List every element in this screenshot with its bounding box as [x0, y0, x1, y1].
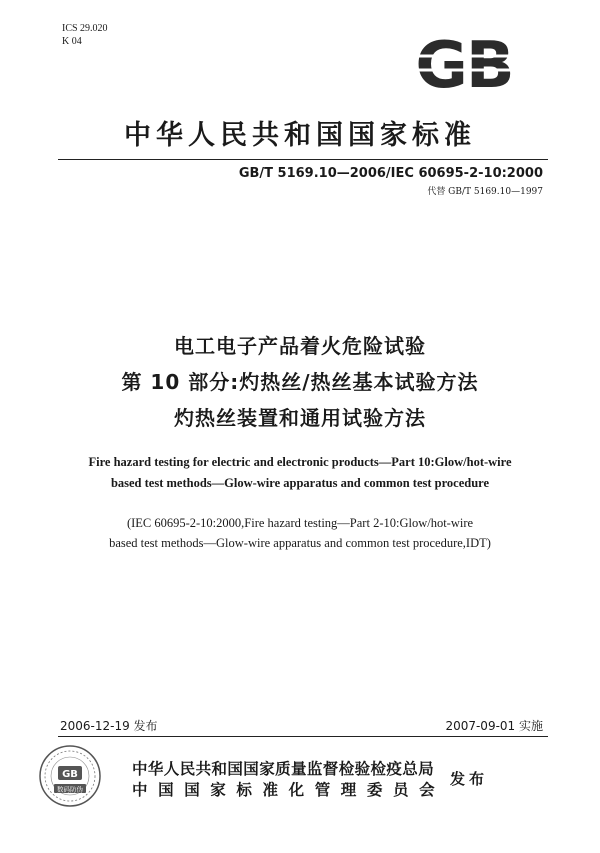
cn-title-line-2: 第 10 部分:灼热丝/热丝基本试验方法 — [121, 370, 479, 394]
en-title-line-2: based test methods—Glow-wire apparatus and common test procedure — [110, 476, 490, 490]
issuer-line-1: 中华人民共和国国家质量监督检验检疫总局 — [132, 760, 435, 778]
class-code: K 04 — [62, 36, 82, 47]
header-divider — [58, 159, 548, 160]
standard-name: 中华人民共和国国家标准 — [124, 120, 476, 151]
footer-divider — [58, 736, 548, 737]
en-title-line-1: Fire hazard testing for electric and electronic products—Part 10:Glow/hot-wire — [88, 455, 512, 469]
iec-equivalence-line-2: based test methods—Glow-wire apparatus and common test procedure,IDT) — [109, 536, 491, 550]
gb-logo-text: GB — [415, 32, 513, 94]
publish-label: 发布 — [450, 770, 489, 788]
ics-classification — [62, 22, 108, 48]
seal-logo-text: GB — [62, 769, 78, 780]
iec-equivalence-line-1: (IEC 60695-2-10:2000,Fire hazard testing—Part 2-10:Glow/hot-wire — [126, 516, 474, 530]
issue-date: 2006-12-19 发布 — [60, 719, 158, 733]
replaces-note: 代替 GB/T 5169.10—1997 — [427, 187, 543, 197]
gb-logo — [405, 32, 523, 94]
cn-title-line-1: 电工电子产品着火危险试验 — [174, 334, 426, 358]
cn-title-line-3: 灼热丝装置和通用试验方法 — [174, 406, 426, 430]
ics-code: ICS 29.020 — [62, 23, 108, 34]
implementation-date: 2007-09-01 实施 — [445, 719, 543, 733]
issuer-line-2: 中国国家标准化管理委员会 — [132, 781, 446, 799]
anti-counterfeit-seal-icon — [38, 744, 102, 808]
seal-text: 数码防伪 — [57, 785, 83, 794]
standard-number: GB/T 5169.10—2006/IEC 60695-2-10:2000 — [238, 166, 543, 181]
